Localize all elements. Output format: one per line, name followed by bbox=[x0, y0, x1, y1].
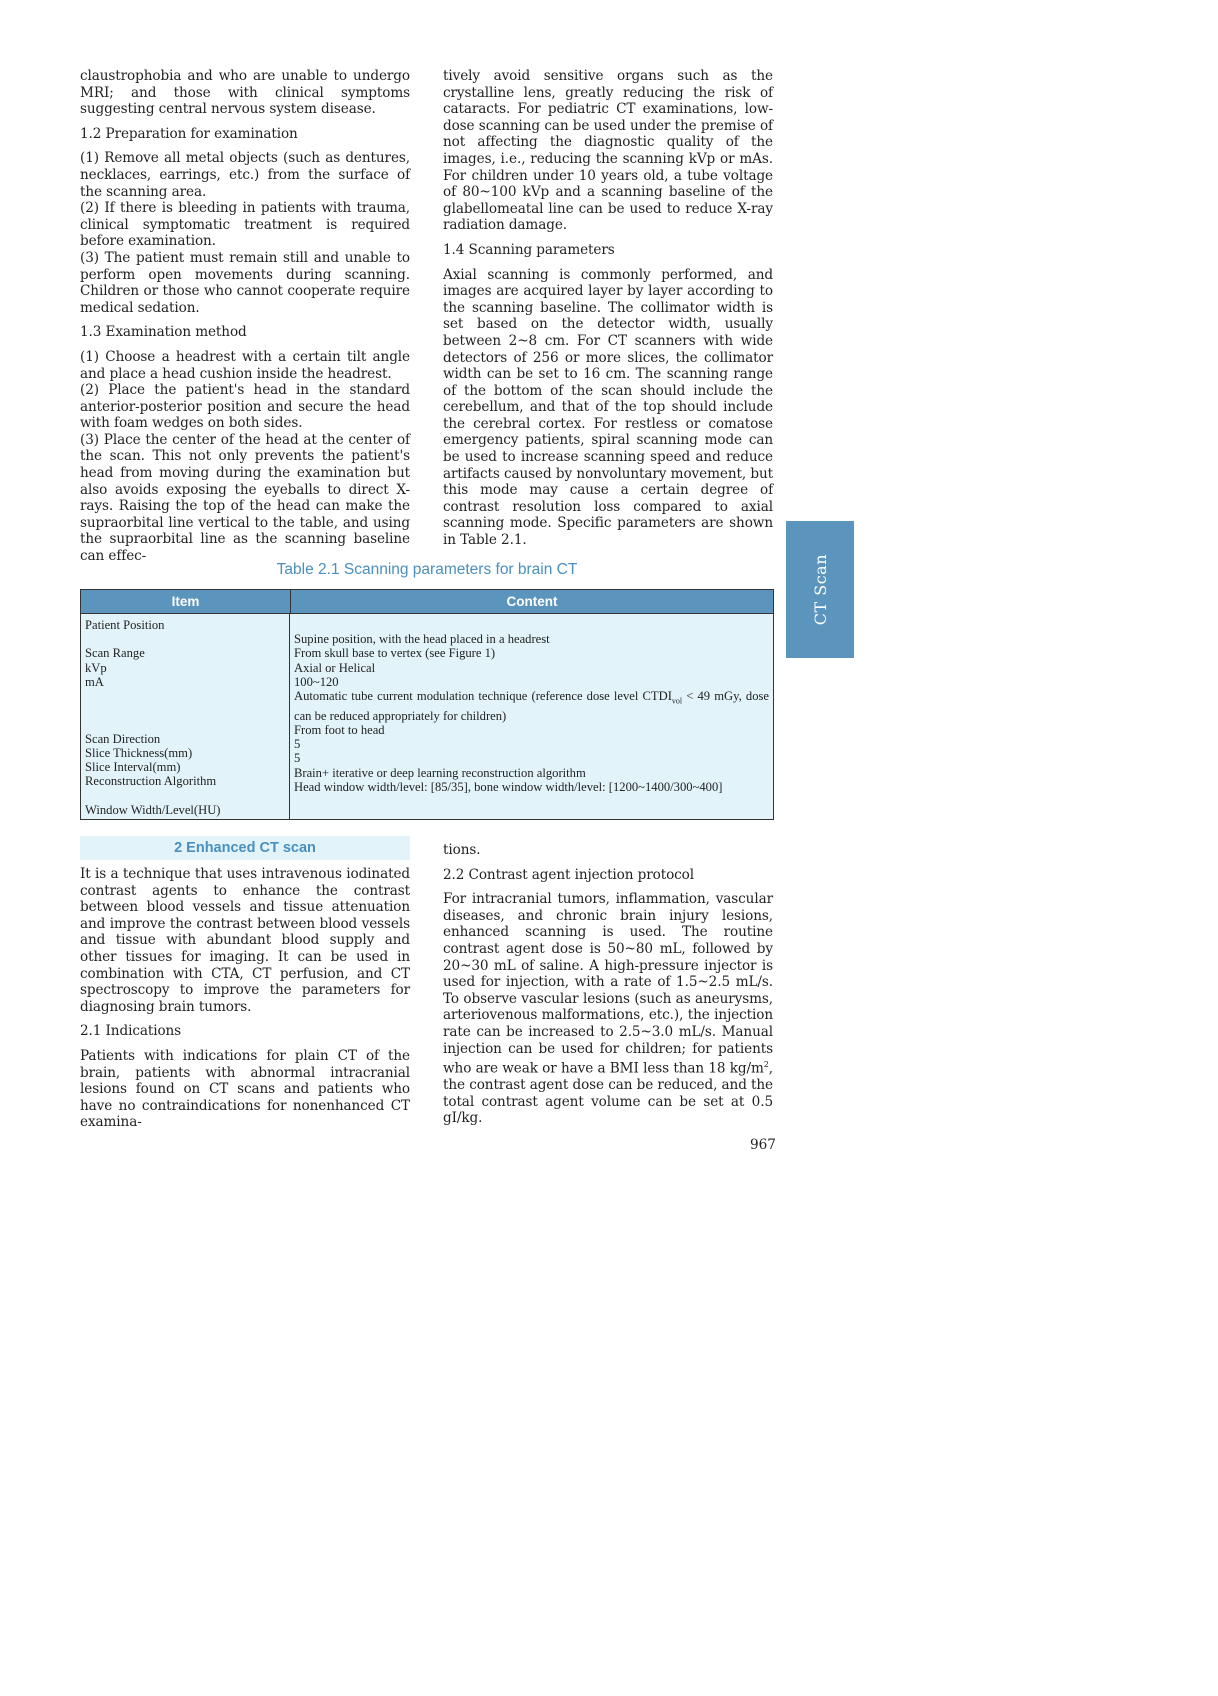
item-cell: Slice Interval(mm) bbox=[85, 760, 181, 775]
paragraph: (3) The patient must remain still and unable to perform open movements during scanning. Children or those who cannot cooperate require medical sedation. bbox=[80, 249, 410, 316]
item-cell-blank bbox=[85, 703, 285, 717]
content-cell: 5 bbox=[294, 737, 301, 752]
paragraph: tively avoid sensitive organs such as the crystalline lens, greatly reducing the risk of cataracts. For pediatric CT examinations, low-dose scanning can be used under the premise of not affecting the diagnostic quality of the images, i.e., reducing the scanning kVp or mAs. For children under 10 years old, a tube voltage of 80~100 kVp and a scanning baseline of the glabellomeatal line can be used to reduce X-ray radiation damage. bbox=[443, 68, 773, 234]
item-cell-blank bbox=[85, 632, 285, 646]
left-column-bottom bbox=[80, 866, 410, 1131]
superscript: 2 bbox=[763, 1060, 769, 1070]
paragraph: claustrophobia and who are unable to undergo MRI; and those with clinical symptoms suggesting central nervous system disease. bbox=[80, 68, 410, 118]
right-column-bottom bbox=[443, 842, 773, 1127]
scanning-parameters-table bbox=[80, 589, 774, 820]
ctdi-text-rest: < 49 mGy, dose can be reduced appropriately for children) bbox=[294, 689, 769, 723]
table-title: Table 2.1 Scanning parameters for brain CT bbox=[276, 561, 578, 578]
ctdi-text: Automatic tube current modulation technique (reference dose level CTDI bbox=[294, 689, 672, 704]
heading-2-1: 2.1 Indications bbox=[80, 1023, 182, 1040]
section-2-heading-bar bbox=[80, 836, 410, 860]
content-cell: Head window width/level: [85/35], bone window width/level: [1200~1400/300~400] bbox=[294, 779, 723, 794]
side-tab-label: CT Scan bbox=[810, 553, 830, 626]
item-cell-blank bbox=[85, 717, 285, 731]
item-cell: kVp bbox=[85, 660, 107, 675]
section-side-tab bbox=[786, 521, 854, 658]
section-2-title: 2 Enhanced CT scan bbox=[174, 840, 316, 856]
heading-1-3: 1.3 Examination method bbox=[80, 324, 247, 341]
paragraph: tions. bbox=[443, 842, 481, 858]
paragraph-text-rest: , the contrast agent dose can be reduced, and the total contrast agent volume can be set at 0.5 gI/kg. bbox=[443, 1060, 773, 1127]
content-cell: From foot to head bbox=[294, 722, 385, 737]
table-header bbox=[81, 590, 773, 614]
table-body bbox=[81, 614, 773, 819]
ctdi-subscript: vol bbox=[671, 696, 683, 706]
content-column bbox=[290, 614, 773, 819]
paragraph: (2) If there is bleeding in patients with trauma, clinical symptomatic treatment is required before examination. bbox=[80, 200, 410, 250]
item-cell: Slice Thickness(mm) bbox=[85, 745, 193, 760]
content-cell-blank bbox=[294, 618, 769, 632]
paragraph: Patients with indications for plain CT of the brain, patients with abnormal intracranial lesions found on CT scans and patients who have no contraindications for nonenhanced CT examina- bbox=[80, 1047, 410, 1131]
item-cell: Reconstruction Algorithm bbox=[85, 774, 217, 789]
left-column-top bbox=[80, 68, 410, 565]
content-cell: Supine position, with the head placed in a headrest bbox=[294, 632, 550, 647]
item-cell-blank bbox=[85, 788, 285, 802]
heading-1-4: 1.4 Scanning parameters bbox=[443, 241, 615, 258]
paragraph: (2) Place the patient's head in the standard anterior-posterior position and secure the head with foam wedges on both sides. bbox=[80, 382, 410, 432]
content-cell-ma-modulation bbox=[294, 689, 769, 723]
content-cell: 5 bbox=[294, 751, 301, 766]
item-cell: Window Width/Level(HU) bbox=[85, 802, 221, 817]
paragraph: (1) Remove all metal objects (such as dentures, necklaces, earrings, etc.) from the surface of the scanning area. bbox=[80, 150, 410, 200]
paragraph: It is a technique that uses intravenous iodinated contrast agents to enhance the contrast between blood vessels and tissue attenuation and improve the contrast between blood vessels and tissue with abundant blood supply and other tissues for imaging. It can be used in combination with CTA, CT perfusion, and CT spectroscopy to improve the parameters for diagnosing brain tumors. bbox=[80, 866, 410, 1015]
content-cell: Brain+ iterative or deep learning reconstruction algorithm bbox=[294, 765, 586, 780]
heading-1-2: 1.2 Preparation for examination bbox=[80, 125, 298, 142]
content-cell: From skull base to vertex (see Figure 1) bbox=[294, 646, 496, 661]
content-cell: Axial or Helical bbox=[294, 660, 376, 675]
right-column-top bbox=[443, 68, 773, 549]
item-cell-blank bbox=[85, 689, 285, 703]
item-cell: Scan Range bbox=[85, 646, 145, 661]
page-number: 967 bbox=[750, 1137, 776, 1153]
item-cell: Scan Direction bbox=[85, 731, 161, 746]
item-column bbox=[81, 614, 290, 819]
paragraph: (1) Choose a headrest with a certain tilt angle and place a head cushion inside the headrest. bbox=[80, 348, 410, 382]
paragraph: Axial scanning is commonly performed, and images are acquired layer by layer according to the scanning baseline. The collimator width is set based on the detector width, usually between 2~8 cm. For CT scanners with wide detectors of 256 or more slices, the collimator width can be set to 16 cm. The scanning range of the bottom of the scan should include the cerebellum, and that of the top should include the cerebral cortex. For restless or comatose emergency patients, spiral scanning mode can be used to increase scanning speed and reduce artifacts caused by nonvoluntary movement, but this mode may cause a certain degree of contrast resolution loss compared to axial scanning mode. Specific parameters are shown in Table 2.1. bbox=[443, 266, 773, 549]
paragraph-text: For intracranial tumors, inflammation, vascular diseases, and chronic brain injury lesions, enhanced scanning is used. The routine contrast agent dose is 50~80 mL, followed by 20~30 mL of saline. A high-pressure injector is used for injection, with a rate of 1.5~2.5 mL/s. To observe vascular lesions (such as aneurysms, arteriovenous malformations, etc.), the injection rate can be increased to 2.5~3.0 mL/s. Manual injection can be used for children; for patients who are weak or have a BMI less than 18 kg/m bbox=[443, 891, 773, 1077]
header-item: Item bbox=[81, 590, 291, 613]
item-cell: mA bbox=[85, 674, 104, 689]
content-cell: 100~120 bbox=[294, 674, 339, 689]
heading-2-2: 2.2 Contrast agent injection protocol bbox=[443, 866, 695, 883]
item-cell: Patient Position bbox=[85, 618, 165, 632]
header-content: Content bbox=[506, 594, 558, 609]
paragraph bbox=[443, 891, 773, 1127]
paragraph: (3) Place the center of the head at the center of the scan. This not only prevents the patient's head from moving during the examination but also avoids exposing the eyeballs to direct X-rays. Raising the top of the head can make the supraorbital line vertical to the table, and using the supraorbital line as the scanning baseline can effec- bbox=[80, 431, 410, 565]
